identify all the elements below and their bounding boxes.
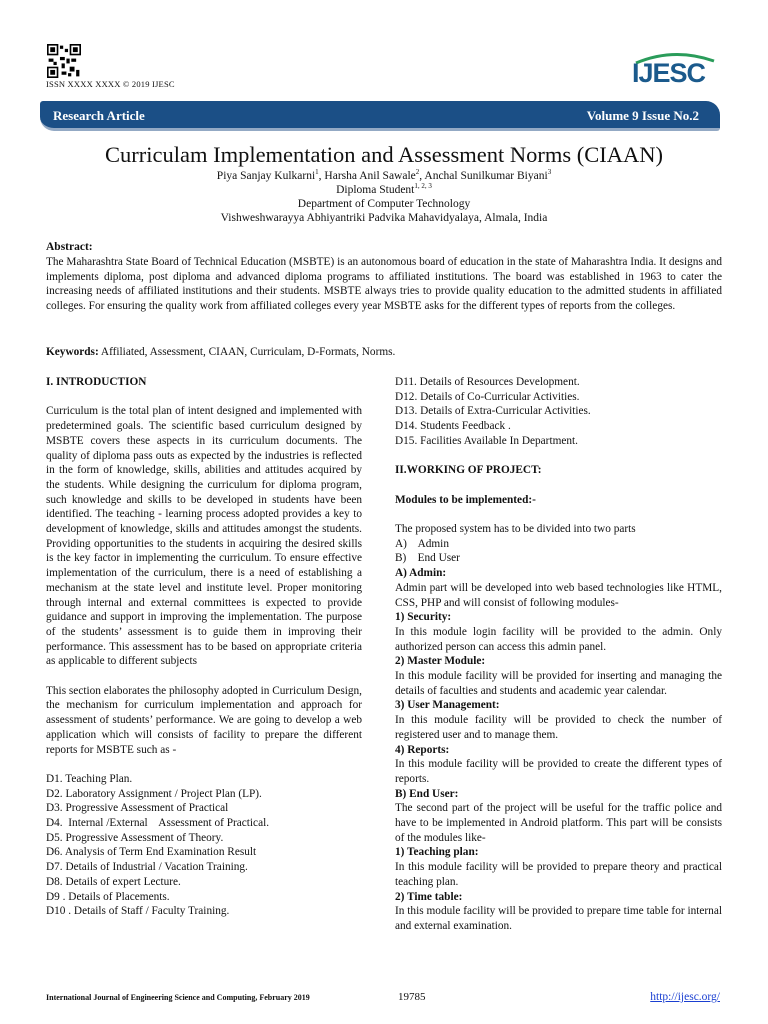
paper-title: Curriculam Implementation and Assessment Norms (CIAAN) — [104, 142, 664, 167]
teaching-plan-heading: 1) Teaching plan: — [395, 846, 479, 859]
report-list-item: D14. Students Feedback . — [395, 420, 511, 433]
report-list-item: D10 . Details of Staff / Faculty Training. — [46, 905, 230, 918]
report-list-item: D3. Progressive Assessment of Practical — [46, 802, 229, 815]
journal-link[interactable]: http://ijesc.org/ — [650, 991, 720, 1003]
report-list-item: D12. Details of Co-Curricular Activities. — [395, 390, 580, 403]
admin-text: Admin part will be developed into web based technologies like HTML, CSS, PHP and will consist of following modules- — [395, 581, 722, 609]
report-list-item: D11. Details of Resources Development. — [395, 376, 580, 388]
keywords-line — [46, 346, 395, 358]
part-item: A) Admin — [395, 537, 449, 550]
user-management-text: In this module facility will be provided to check the number of registered user and to manage them. — [395, 714, 722, 741]
reports-text: In this module facility will be provided to create the different types of reports. — [395, 758, 722, 785]
time-table-heading: 2) Time table: — [395, 890, 463, 903]
author-role — [0, 184, 768, 196]
time-table-text: In this module facility will be provided to prepare time table for internal and external examination. — [395, 905, 722, 932]
ijesc-logo — [628, 49, 720, 87]
report-list-item: D8. Details of expert Lecture. — [46, 875, 181, 888]
role-marks: 1, 2, 3 — [414, 182, 432, 191]
report-list-item: D15. Facilities Available In Department. — [395, 434, 579, 447]
author-mark: 2 — [415, 168, 420, 177]
user-management-heading: 3) User Management: — [395, 699, 500, 712]
part-item: B) End User — [395, 552, 460, 565]
master-module-text: In this module facility will be provided for inserting and managing the details of faculties and students and academic year calendar. — [395, 670, 722, 697]
author-line: Piya Sanjay Kulkarni$^1$, Harsha Anil Sawale$^2$, Anchal Sunilkumar Biyani$^3$ — [216, 168, 552, 182]
logo-text: IJESC — [632, 58, 706, 87]
parts-intro: The proposed system has to be divided into two parts — [395, 522, 636, 535]
author-name: Harsha Anil Sawale — [324, 170, 416, 182]
abstract-text: The Maharashtra State Board of Technical Education (MSBTE) is an autonomous board of education in the state of Maharashtra India. It designs and implements diploma, post diploma and advanced diploma programs to affiliated institutions. The board was established in 1963 to cater the increasing needs of affiliated institutions and their students. MSBTE always tries to provide quality education to the admitted students in affiliated colleges. For ensuring the quality work from affiliated colleges every year MSBTE asks for the different types of reports from the colleges. — [46, 256, 722, 312]
page-number: 19785 — [398, 991, 426, 1003]
intro-heading: I. INTRODUCTION — [46, 376, 147, 388]
article-type: Research Article — [53, 108, 145, 123]
end-user-text: The second part of the project will be useful for the traffic police and have to be implemented in Android platform. This part will be consists of the modules like- — [395, 802, 722, 844]
article-banner — [40, 101, 720, 131]
journal-footer: International Journal of Engineering Science and Computing, February 2019 — [46, 993, 310, 1002]
volume-issue: Volume 9 Issue No.2 — [586, 108, 699, 123]
security-heading: 1) Security: — [395, 611, 452, 624]
report-list-item: D5. Progressive Assessment of Theory. — [46, 831, 224, 844]
security-text: In this module login facility will be provided to the admin. Only authorized person can access this admin panel. — [395, 625, 722, 653]
author-name: Anchal Sunilkumar Biyani — [424, 170, 548, 182]
institution: Vishweshwarayya Abhiyantriki Padvika Mahavidyalaya, Almala, India — [220, 212, 548, 224]
right-column — [395, 375, 722, 934]
report-list-item: D9 . Details of Placements. — [46, 890, 170, 903]
report-list-item: D7. Details of Industrial / Vacation Training. — [46, 861, 248, 874]
reports-heading: 4) Reports: — [395, 743, 450, 756]
modules-heading: Modules to be implemented:- — [395, 493, 536, 506]
teaching-plan-text: In this module facility will be provided to prepare theory and practical teaching plan. — [395, 861, 722, 888]
keywords-label: Keywords: — [46, 346, 99, 358]
author-name: Piya Sanjay Kulkarni — [216, 170, 316, 182]
report-list-item: D4. Internal /External Assessment of Practical. — [46, 817, 270, 830]
report-list-item: D2. Laboratory Assignment / Project Plan (LP). — [46, 787, 262, 800]
issn-line: ISSN XXXX XXXX © 2019 IJESC — [46, 79, 175, 89]
master-module-heading: 2) Master Module: — [395, 655, 486, 668]
report-list-item: D1. Teaching Plan. — [46, 772, 133, 785]
author-mark: 1 — [315, 168, 319, 177]
keywords-text: Affiliated, Assessment, CIAAN, Curriculam, D-Formats, Norms. — [98, 346, 396, 358]
abstract-heading: Abstract: — [46, 241, 93, 253]
intro-paragraph-2: This section elaborates the philosophy adopted in Curriculum Design, the mechanism for curriculum implementation and approach for assessment of students’ performance. We are going to develop a web application which will consists of facility to prepare the different reports for MSBTE such as - — [46, 684, 362, 756]
admin-heading: A) Admin: — [395, 567, 447, 580]
end-user-heading: B) End User: — [395, 787, 459, 800]
qr-code-icon — [47, 44, 81, 78]
department: Department of Computer Technology — [297, 198, 471, 210]
working-heading: II.WORKING OF PROJECT: — [395, 464, 542, 477]
report-list-item: D13. Details of Extra-Curricular Activities. — [395, 405, 591, 418]
report-list-item: D6. Analysis of Term End Examination Result — [46, 846, 257, 859]
author-mark: 3 — [547, 168, 552, 177]
role-text: Diploma Student — [336, 184, 415, 196]
intro-paragraph-1: Curriculum is the total plan of intent designed and implemented with predetermined goals. The scientific based curriculum designed by MSBTE covers these aspects in its curriculum documents. The quality of diploma pass outs as expected by the industries is reflected in the form of knowledge, skills, abilities and attitudes acquired by the students. While designing the curriculum for diploma program, such knowledge and skills to be developed in students have been identified. The teaching - learning process adopted provides a key to development of knowledge, skills and attitudes amongst the students. Providing opportunities to the students in acquiring the desired skills is the key factor in implementing the curriculum. To ensure effective implementation of the curriculum, there is a need of establishing a mechanism at the state level and institute level. Proper monitoring through internal and external committees is expected to provide guidance and support in improving the implementation. The purpose of the students’ assessment is to guide them in improving their performance. This assessment has to be based on appropriate criteria as applicable to different subjects — [46, 405, 362, 668]
left-column — [46, 375, 362, 919]
